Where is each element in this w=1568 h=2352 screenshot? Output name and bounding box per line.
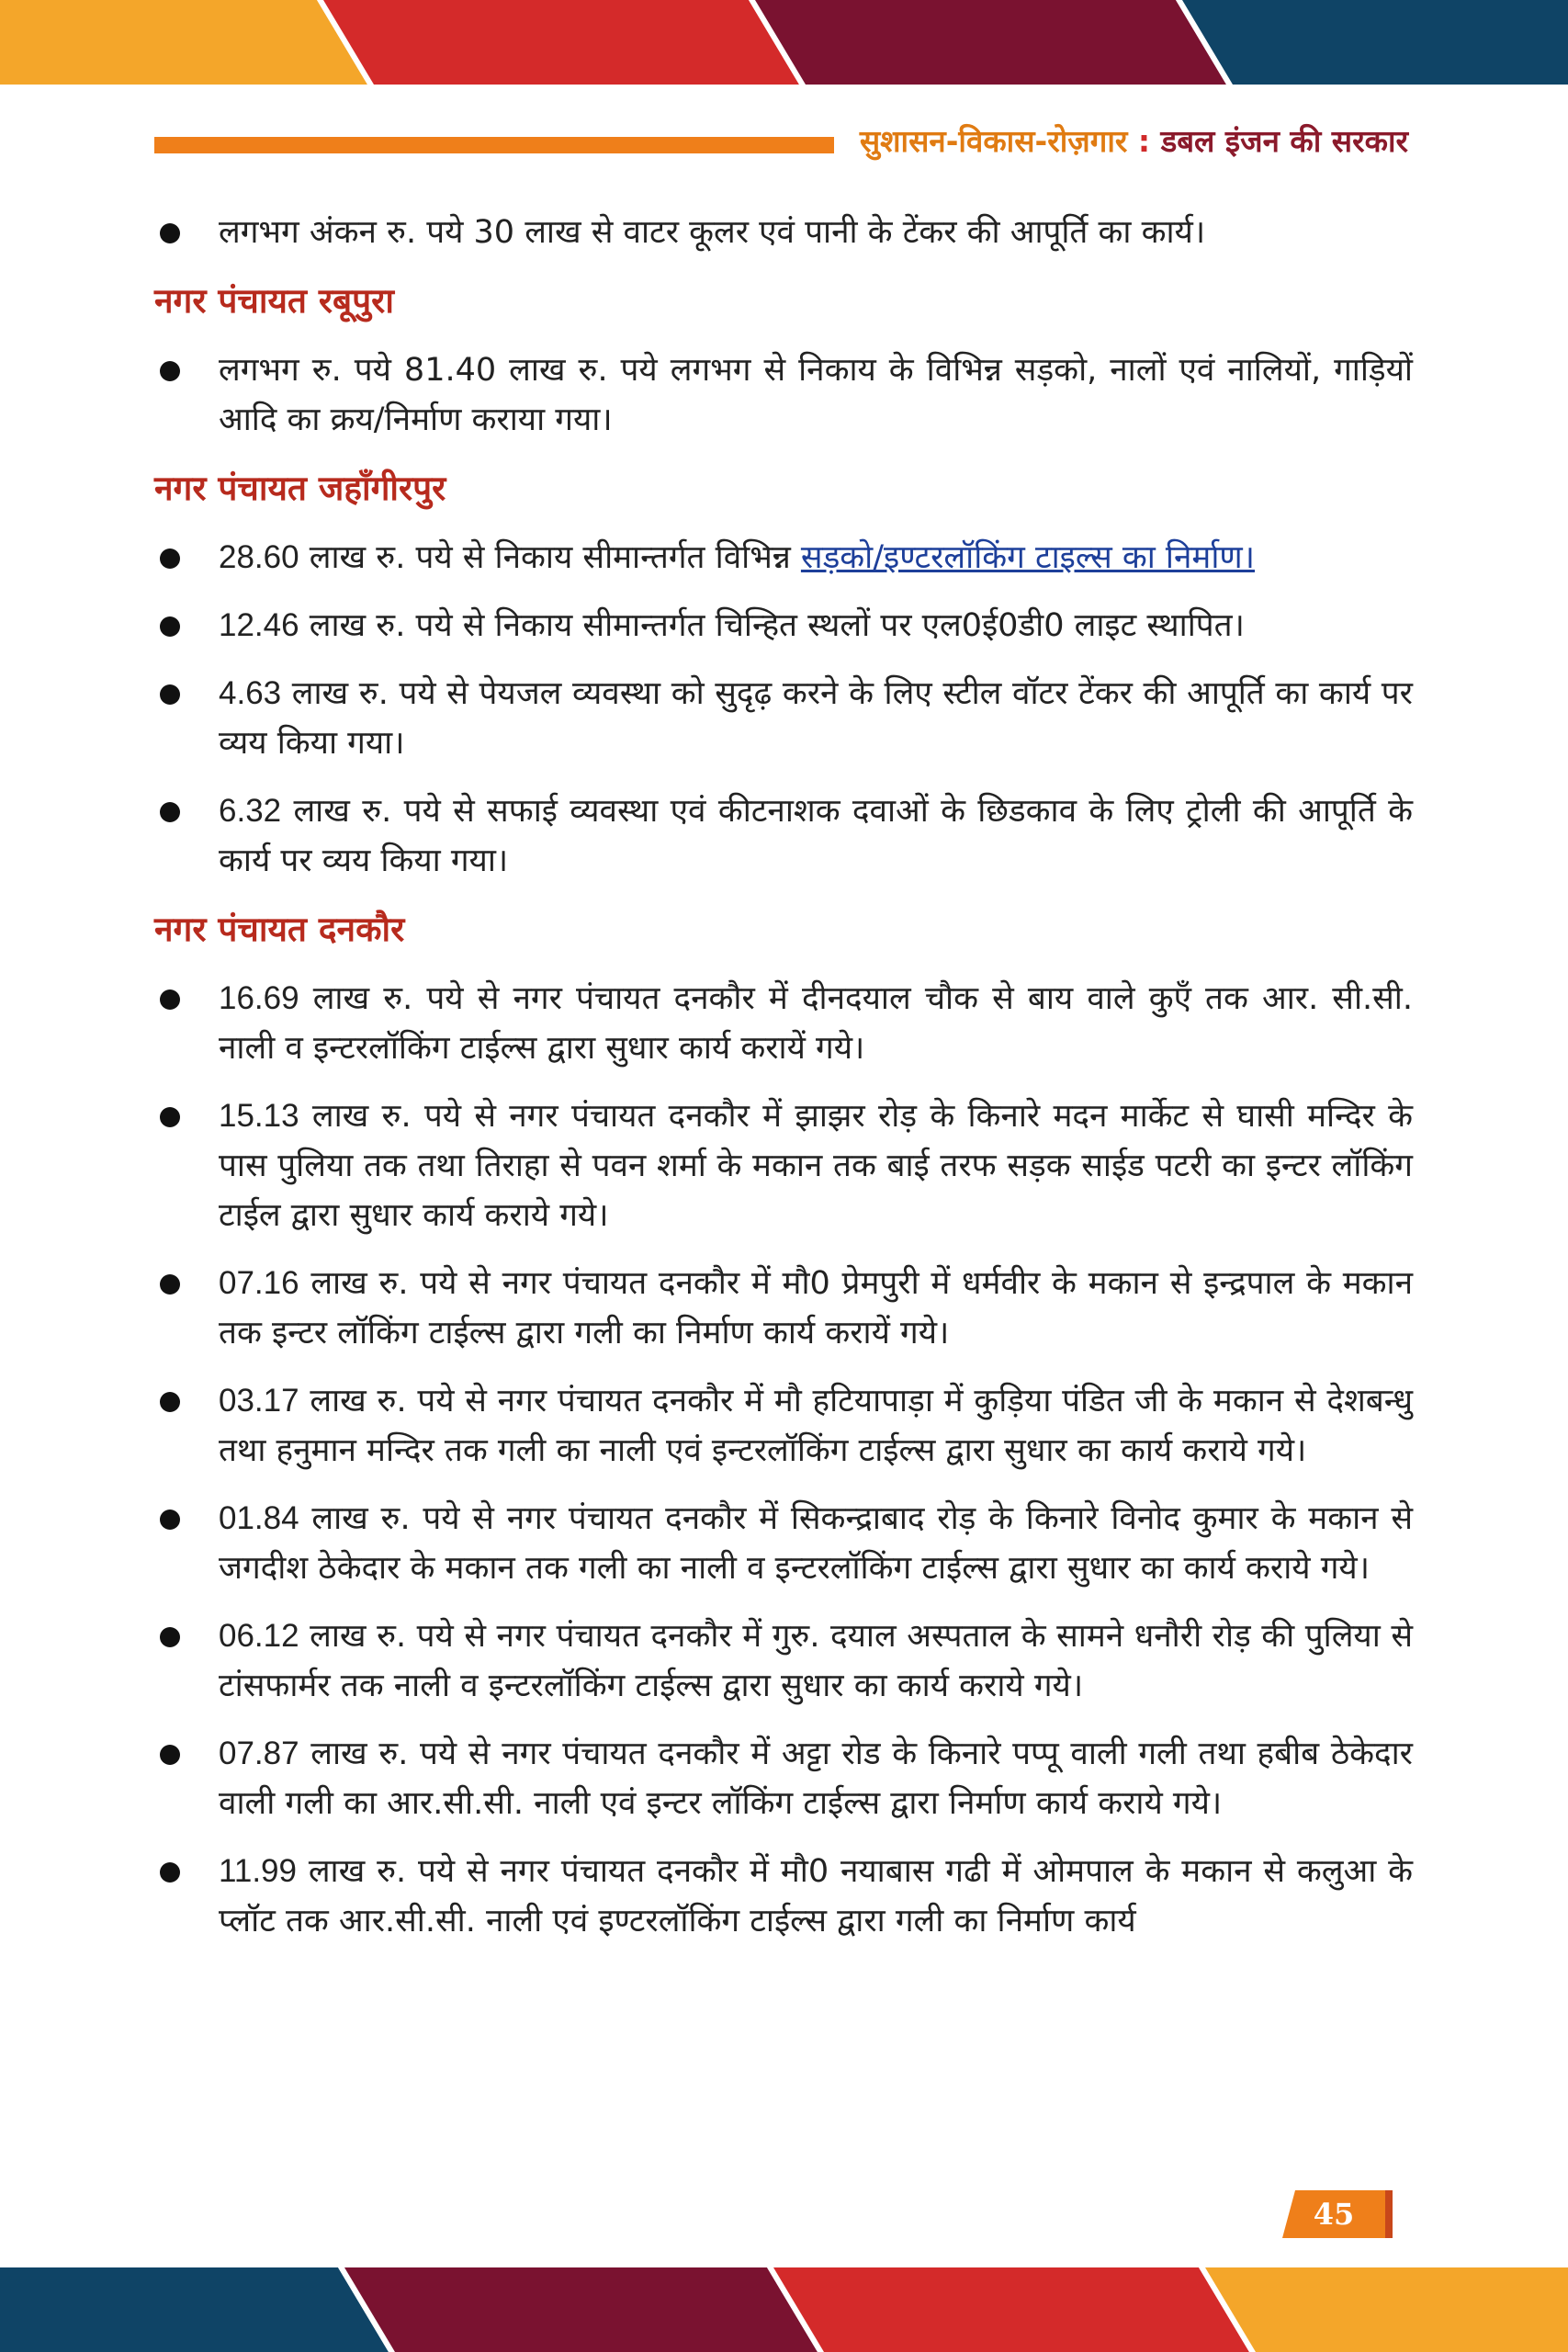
bottom-decorative-band: [0, 2267, 1568, 2352]
bullet-amount: 16.69: [219, 980, 299, 1016]
bullet-icon: [160, 616, 180, 637]
bullet-item: [154, 208, 1413, 257]
page-number-tab: [1282, 2190, 1393, 2238]
bullet-item: [154, 1847, 1413, 1946]
bullet-icon: [160, 1862, 180, 1883]
bullet-icon: [160, 989, 180, 1010]
bullet-item: [154, 601, 1413, 650]
bullet-icon: [160, 1107, 180, 1127]
header-title-separator: :: [1127, 123, 1161, 159]
bullet-amount: 12.46: [219, 607, 299, 643]
bullet-icon: [160, 1392, 180, 1412]
bullet-text: लगभग अंकन रु. पये 30 लाख से वाटर कूलर एवं पानी के टेंकर की आपूर्ति का कार्य।: [219, 214, 1206, 251]
bullet-icon: [160, 1510, 180, 1530]
bullet-text: लाख रु. पये से सफाई व्यवस्था एवं कीटनाशक दवाओं के छिडकाव के लिए ट्रोली की आपूर्ति के कार्य पर व्यय किया गया।: [219, 793, 1413, 879]
bullet-amount: 4.63: [219, 675, 282, 711]
bullet-text: लाख रु. पये से नगर पंचायत दनकौर में सिकन्द्राबाद रोड़ के किनारे विनोद कुमार के मकान से जगदीश ठेकेदार के मकान तक गली का नाली व इन्टरलॉकिंग टाईल्स द्वारा सुधार का कार्य कराये गये।: [219, 1500, 1413, 1587]
bullet-icon: [160, 1627, 180, 1647]
bullet-text: लाख रु. पये से नगर पंचायत दनकौर में दीनदयाल चौक से बाय वाले कुएँ तक आर. सी.सी. नाली व इन्टरलॉकिंग टाईल्स द्वारा सुधार कार्य करायें गये।: [219, 980, 1413, 1067]
bullet-text: लाख रु. पये से निकाय सीमान्तर्गत विभिन्न: [299, 539, 801, 576]
bullet-amount: 03.17: [219, 1383, 299, 1419]
band-maroon-stripe: [755, 0, 1226, 85]
band-red-stripe: [323, 0, 799, 85]
bullet-text: लाख रु. पये से नगर पंचायत दनकौर में मौ0 प्रेमपुरी में धर्मवीर के मकान से इन्द्रपाल के मकान तक इन्टर लॉकिंग टाईल्स द्वारा गली का निर्माण कार्य करायें गये।: [219, 1265, 1413, 1351]
page-number: 45: [1313, 2197, 1355, 2232]
bullet-item: [154, 1259, 1413, 1358]
bullet-amount: 11.99: [219, 1853, 297, 1889]
bullet-item: [154, 1729, 1413, 1828]
page-content: [154, 208, 1413, 1964]
section-heading-dankaur: नगर पंचायत दनकौर: [154, 909, 405, 949]
bullet-icon: [160, 1274, 180, 1295]
bullet-item: [154, 345, 1413, 445]
top-decorative-band: [0, 0, 1568, 85]
bullet-amount: 28.60: [219, 539, 299, 575]
bullet-icon: [160, 548, 180, 569]
bullet-icon: [160, 684, 180, 705]
bullet-text: लगभग रु. पये 81.40 लाख रु. पये लगभग से निकाय के विभिन्न सड़को, नालों एवं नालियों, गाड़ियों आदि का क्रय/निर्माण कराया गया।: [219, 352, 1413, 438]
bullet-text: लाख रु. पये से नगर पंचायत दनकौर में गुरु. दयाल अस्पताल के सामने धनौरी रोड़ की पुलिया से टांसफार्मर तक नाली व इन्टरलॉकिंग टाईल्स द्वारा सुधार का कार्य कराये गये।: [219, 1618, 1413, 1704]
bullet-item: [154, 1091, 1413, 1240]
bullet-text: लाख रु. पये से नगर पंचायत दनकौर में अट्टा रोड के किनारे पप्पू वाली गली तथा हबीब ठेकेदार वाली गली का आर.सी.सी. नाली एवं इन्टर लॉकिंग टाईल्स द्वारा निर्माण कार्य कराये गये।: [219, 1736, 1413, 1822]
section-heading-jahangirpur: नगर पंचायत जहाँगीरपुर: [154, 468, 446, 508]
bullet-amount: 06.12: [219, 1618, 299, 1654]
header-title-part1: सुशासन-विकास-रोज़गार: [859, 123, 1128, 159]
header-title-part2: डबल इंजन की सरकार: [1160, 123, 1408, 159]
bullet-text: लाख रु. पये से पेयजल व्यवस्था को सुदृढ़ करने के लिए स्टील वॉटर टेंकर की आपूर्ति का कार्य पर व्यय किया गया।: [219, 675, 1413, 762]
bullet-text: लाख रु. पये से नगर पंचायत दनकौर में मौ हटियापाड़ा में कुड़िया पंडित जी के मकान से देशबन्धु तथा हनुमान मन्दिर तक गली का नाली एवं इन्टरलॉकिंग टाईल्स द्वारा सुधार का कार्य कराये गये।: [219, 1383, 1413, 1469]
bullet-item: [154, 1494, 1413, 1593]
band-orange-stripe: [0, 0, 367, 85]
bullet-link[interactable]: सड़को/इण्टरलॉकिंग टाइल्स का निर्माण।: [800, 539, 1255, 576]
bullet-text: लाख रु. पये से नगर पंचायत दनकौर में मौ0 नयाबास गढी में ओमपाल के मकान से कलुआ के प्लॉट तक आर.सी.सी. नाली एवं इण्टरलॉकिंग टाईल्स द्वारा गली का निर्माण कार्य: [219, 1853, 1413, 1939]
bullet-amount: 01.84: [219, 1500, 299, 1536]
band-maroon-stripe: [344, 2267, 818, 2352]
bullet-icon: [160, 802, 180, 822]
bullet-text: लाख रु. पये से निकाय सीमान्तर्गत चिन्हित स्थलों पर एल0ई0डी0 लाइट स्थापित।: [299, 607, 1245, 644]
band-navy-stripe: [0, 2267, 389, 2352]
header-title: [860, 119, 1408, 164]
bullet-amount: 15.13: [219, 1098, 299, 1134]
band-orange-stripe: [1205, 2267, 1568, 2352]
band-red-stripe: [773, 2267, 1249, 2352]
bullet-item: [154, 974, 1413, 1073]
bullet-text: लाख रु. पये से नगर पंचायत दनकौर में झाझर रोड़ के किनारे मदन मार्केट से घासी मन्दिर के पास पुलिया तक तथा तिराहा से पवन शर्मा के मकान तक बाई तरफ सड़क साईड पटरी का इन्टर लॉकिंग टाईल द्वारा सुधार कार्य कराये गये।: [219, 1098, 1413, 1234]
bullet-amount: 07.87: [219, 1736, 299, 1771]
bullet-item: [154, 1376, 1413, 1476]
bullet-item: [154, 669, 1413, 768]
band-navy-stripe: [1182, 0, 1568, 85]
bullet-amount: 6.32: [219, 793, 282, 829]
bullet-icon: [160, 1745, 180, 1765]
bullet-item: [154, 786, 1413, 886]
section-heading-rabupura: नगर पंचायत रबूपुरा: [154, 280, 394, 321]
bullet-item: [154, 1611, 1413, 1711]
bullet-icon: [160, 361, 180, 381]
bullet-icon: [160, 223, 180, 243]
bullet-amount: 07.16: [219, 1265, 299, 1301]
bullet-item: [154, 533, 1413, 582]
header-rule: [154, 137, 834, 153]
